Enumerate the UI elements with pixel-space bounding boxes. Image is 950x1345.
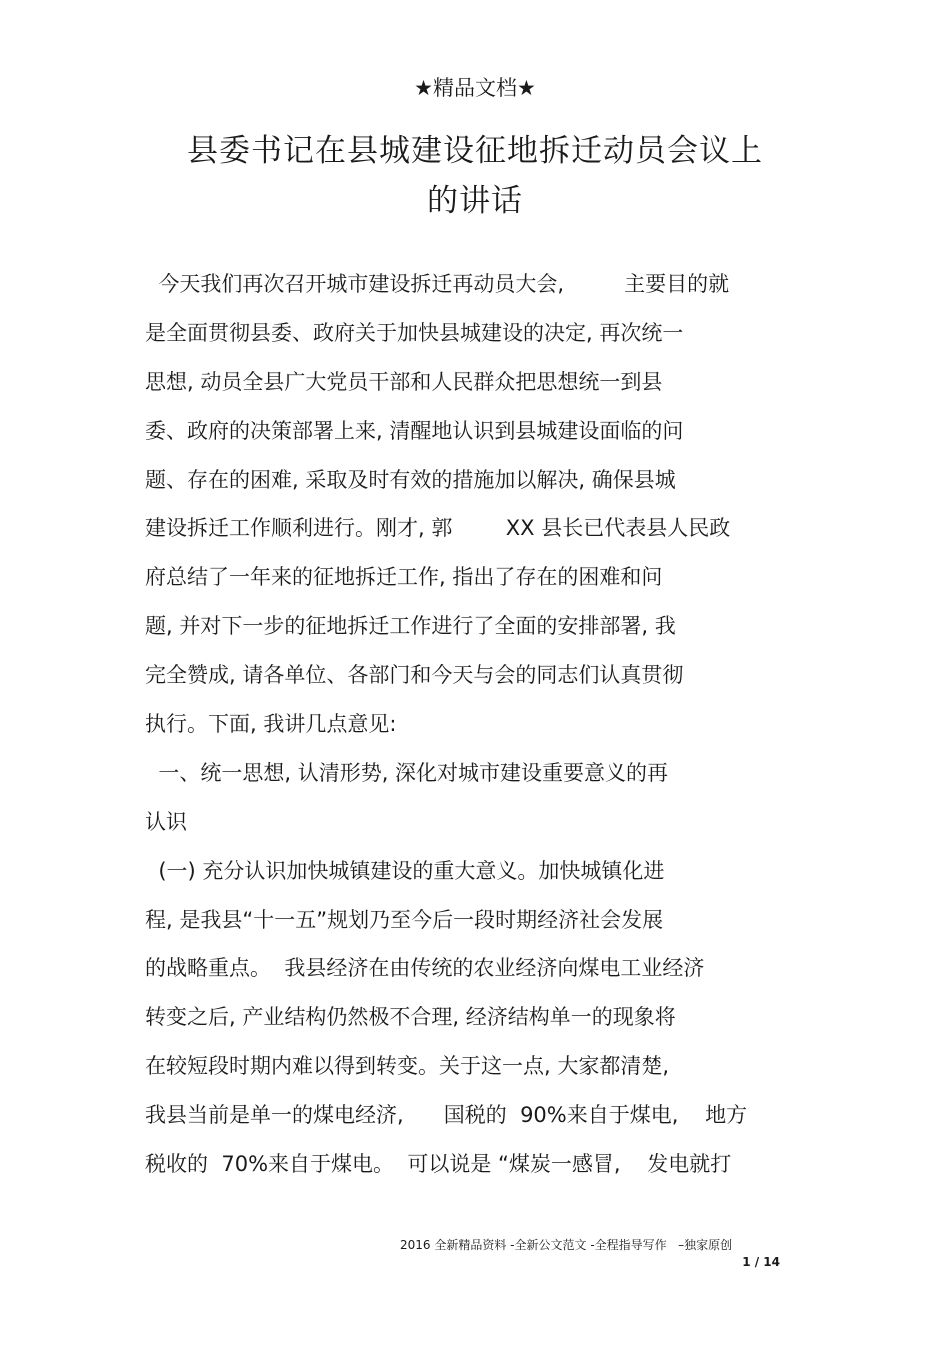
text-line: 转变之后, 产业结构仍然极不合理, 经济结构单一的现象将 (145, 1005, 676, 1030)
title-line-2: 的讲话 (427, 183, 523, 219)
document-body (145, 270, 815, 1199)
title-line-1: 县委书记在县城建设征地拆迁动员会议上 (187, 133, 763, 169)
text-line: 建设拆迁工作顺利进行。刚才, 郭 XX 县长已代表县人民政 (145, 516, 731, 541)
text-line: 的战略重点。 我县经济在由传统的农业经济向煤电工业经济 (145, 956, 705, 981)
text-line: 今天我们再次召开城市建设拆迁再动员大会, 主要目的就 (145, 272, 730, 296)
text-line: 执行。下面, 我讲几点意见: (145, 712, 397, 737)
section-heading-line: 认识 (145, 809, 187, 834)
page-number: 1 / 14 (742, 1255, 780, 1269)
text-line: 思想, 动员全县广大党员干部和人民群众把思想统一到县 (145, 369, 663, 394)
page-footer: 2016 全新精品资料 -全新公文范文 -全程指导写作 –独家原创 (400, 1238, 733, 1252)
text-line: 题、存在的困难, 采取及时有效的措施加以解决, 确保县城 (145, 467, 676, 492)
section-heading-line: 一、统一思想, 认清形势, 深化对城市建设重要意义的再 (145, 760, 669, 785)
text-line: 税收的 70%来自于煤电。 可以说是 “煤炭一感冒, 发电就打 (145, 1152, 732, 1177)
text-line: 在较短段时期内难以得到转变。关于这一点, 大家都清楚, (145, 1054, 670, 1079)
text-line: 完全赞成, 请各单位、各部门和今天与会的同志们认真贯彻 (145, 663, 684, 688)
page-header: ★精品文档★ (414, 76, 536, 100)
text-line: 府总结了一年来的征地拆迁工作, 指出了存在的困难和问 (145, 565, 663, 590)
text-line: 是全面贯彻县委、政府关于加快县城建设的决定, 再次统一 (145, 320, 684, 345)
document-title (0, 126, 950, 226)
text-line: 我县当前是单一的煤电经济, 国税的 90%来自于煤电, 地方 (145, 1103, 748, 1128)
text-line: (一) 充分认识加快城镇建设的重大意义。加快城镇化进 (145, 858, 665, 883)
text-line: 委、政府的决策部署上来, 清醒地认识到县城建设面临的问 (145, 418, 684, 443)
text-line: 题, 并对下一步的征地拆迁工作进行了全面的安排部署, 我 (145, 614, 676, 639)
text-line: 程, 是我县“十一五”规划乃至今后一段时期经济社会发展 (145, 907, 664, 932)
